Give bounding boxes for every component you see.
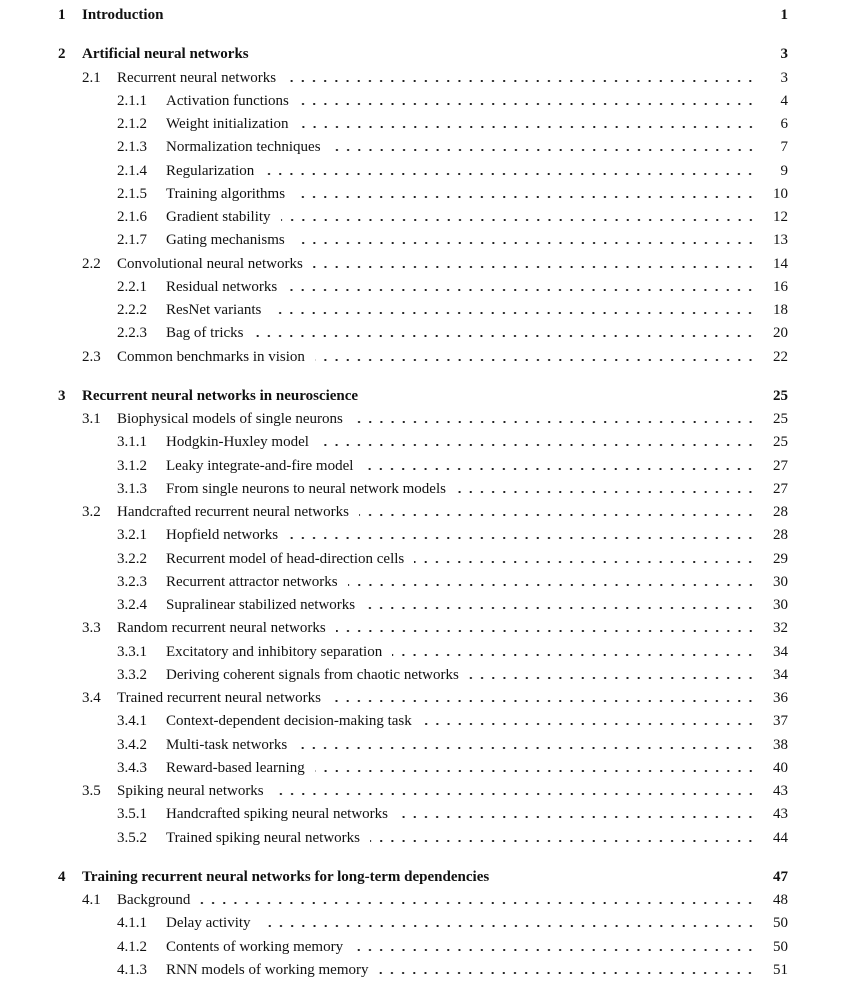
toc-number: 2.1.3 bbox=[117, 139, 147, 156]
toc-dot-leader bbox=[398, 803, 756, 825]
toc-title: Residual networks bbox=[166, 278, 278, 295]
toc-dot-leader bbox=[348, 571, 756, 593]
toc-number: 3.2.4 bbox=[117, 597, 147, 613]
toc-number: 2 bbox=[58, 46, 66, 63]
toc-number: 3.4.2 bbox=[117, 736, 147, 753]
toc-title: Contents of working memory bbox=[166, 938, 344, 955]
toc-number: 4.1.2 bbox=[117, 938, 147, 955]
toc-subsection[interactable] bbox=[0, 710, 868, 732]
toc-title: Training recurrent neural networks for long-term dependencies bbox=[82, 868, 490, 885]
toc-title: Trained spiking neural networks bbox=[166, 829, 361, 846]
toc-subsection[interactable] bbox=[0, 455, 868, 477]
toc-number: 2.2.2 bbox=[117, 302, 147, 318]
toc-subsection[interactable] bbox=[0, 113, 868, 135]
toc-page-number: 43 bbox=[773, 806, 788, 823]
toc-page-number: 34 bbox=[773, 666, 788, 683]
toc-dot-leader bbox=[295, 183, 756, 205]
toc-page-number: 44 bbox=[773, 829, 788, 846]
toc-subsection[interactable] bbox=[0, 959, 868, 981]
toc-dot-leader bbox=[378, 959, 756, 981]
toc-subsection[interactable] bbox=[0, 183, 868, 205]
toc-subsection[interactable] bbox=[0, 912, 868, 934]
toc-chapter[interactable] bbox=[0, 866, 868, 888]
toc-dot-leader bbox=[200, 889, 756, 911]
toc-page-number: 12 bbox=[773, 209, 788, 225]
toc-title: RNN models of working memory bbox=[166, 961, 369, 978]
toc-subsection[interactable] bbox=[0, 594, 868, 616]
toc-number: 3.3.1 bbox=[117, 643, 147, 660]
toc-page-number: 1 bbox=[780, 7, 788, 23]
toc-title: Recurrent attractor networks bbox=[166, 573, 338, 590]
toc-title: Handcrafted spiking neural networks bbox=[166, 806, 389, 823]
toc-title: Convolutional neural networks bbox=[117, 255, 303, 272]
toc-page-number: 13 bbox=[773, 232, 788, 249]
toc-title: Activation functions bbox=[166, 92, 289, 109]
toc-number: 3.5.1 bbox=[117, 806, 147, 823]
toc-number: 4.1.1 bbox=[117, 915, 147, 932]
toc-dot-leader bbox=[353, 936, 756, 958]
toc-title: Hodgkin-Huxley model bbox=[166, 434, 309, 451]
toc-page-number: 37 bbox=[773, 713, 788, 730]
toc-dot-leader bbox=[313, 253, 756, 275]
toc-page-number: 4 bbox=[780, 92, 788, 109]
toc-page-number: 50 bbox=[773, 938, 788, 955]
toc-number: 3.1.3 bbox=[117, 480, 147, 497]
toc-title: Handcrafted recurrent neural networks bbox=[117, 504, 349, 520]
toc-dot-leader bbox=[261, 912, 756, 934]
toc-title: Training algorithms bbox=[166, 185, 286, 202]
toc-subsection[interactable] bbox=[0, 322, 868, 344]
toc-dot-leader bbox=[274, 780, 756, 802]
toc-subsection[interactable] bbox=[0, 478, 868, 500]
toc-dot-leader bbox=[315, 757, 756, 779]
toc-title: Introduction bbox=[82, 7, 164, 23]
toc-title: Normalization techniques bbox=[166, 139, 321, 156]
toc-page-number: 30 bbox=[773, 573, 788, 590]
toc-title: Biophysical models of single neurons bbox=[117, 411, 343, 427]
toc-page-number: 28 bbox=[773, 527, 788, 544]
toc-number: 3.1.1 bbox=[117, 434, 147, 451]
toc-number: 3.1.2 bbox=[117, 457, 147, 474]
toc-title: Hopfield networks bbox=[166, 527, 279, 544]
toc-subsection[interactable] bbox=[0, 276, 868, 298]
toc-dot-leader bbox=[299, 90, 756, 112]
toc-dot-leader bbox=[370, 827, 756, 849]
toc-number: 3.5.2 bbox=[117, 829, 147, 846]
toc-title: Weight initialization bbox=[166, 116, 289, 132]
toc-subsection[interactable] bbox=[0, 548, 868, 570]
toc-page-number: 25 bbox=[773, 411, 788, 427]
toc-title: Gating mechanisms bbox=[166, 232, 285, 249]
toc-dot-leader bbox=[353, 408, 756, 430]
toc-page-number: 27 bbox=[773, 457, 788, 474]
toc-chapter[interactable] bbox=[0, 385, 868, 407]
toc-number: 3.4.1 bbox=[117, 713, 147, 730]
toc-title: From single neurons to neural network models bbox=[166, 480, 446, 497]
toc-number: 2.1.2 bbox=[117, 116, 147, 132]
toc-dot-leader bbox=[287, 276, 756, 298]
toc-subsection[interactable] bbox=[0, 571, 868, 593]
toc-dot-leader bbox=[253, 322, 756, 344]
toc-number: 2.1.6 bbox=[117, 209, 147, 225]
toc-page-number: 30 bbox=[773, 597, 788, 613]
toc-section[interactable] bbox=[0, 889, 868, 911]
toc-page-number: 34 bbox=[773, 643, 788, 660]
toc-subsection[interactable] bbox=[0, 229, 868, 251]
toc-page-number: 7 bbox=[780, 139, 788, 156]
toc-number: 2.2.3 bbox=[117, 325, 147, 342]
toc-page-number: 14 bbox=[773, 255, 788, 272]
toc-subsection[interactable] bbox=[0, 936, 868, 958]
toc-dot-leader bbox=[359, 501, 756, 523]
toc-number: 3.4 bbox=[82, 690, 101, 706]
toc-dot-leader bbox=[319, 431, 756, 453]
toc-page-number: 40 bbox=[773, 759, 788, 776]
toc-title: ResNet variants bbox=[166, 302, 262, 318]
toc-number: 4.1.3 bbox=[117, 961, 147, 978]
toc-dot-leader bbox=[288, 524, 756, 546]
toc-number: 3.3.2 bbox=[117, 666, 147, 683]
toc-page-number: 20 bbox=[773, 325, 788, 342]
toc-title: Leaky integrate-and-fire model bbox=[166, 457, 354, 474]
toc-section[interactable] bbox=[0, 780, 868, 802]
toc-number: 3 bbox=[58, 387, 66, 404]
toc-section[interactable] bbox=[0, 346, 868, 368]
toc-subsection[interactable] bbox=[0, 90, 868, 112]
toc-dot-leader bbox=[336, 617, 756, 639]
toc-dot-leader bbox=[295, 229, 756, 251]
toc-dot-leader bbox=[315, 346, 756, 368]
toc-number: 2.2.1 bbox=[117, 278, 147, 295]
toc-title: Recurrent neural networks in neuroscience bbox=[82, 387, 359, 404]
toc-page-number: 38 bbox=[773, 736, 788, 753]
toc-section[interactable] bbox=[0, 408, 868, 430]
toc-number: 3.3 bbox=[82, 620, 101, 637]
toc-page-number: 3 bbox=[780, 69, 788, 86]
toc-subsection[interactable] bbox=[0, 136, 868, 158]
toc-page-number: 16 bbox=[773, 278, 788, 295]
toc-title: Multi-task networks bbox=[166, 736, 288, 753]
toc-number: 4.1 bbox=[82, 892, 101, 908]
toc-title: Artificial neural networks bbox=[82, 46, 249, 63]
toc-number: 4 bbox=[58, 868, 66, 885]
toc-number: 3.1 bbox=[82, 411, 101, 427]
toc-dot-leader bbox=[422, 710, 756, 732]
toc-dot-leader bbox=[331, 136, 756, 158]
toc-dot-leader bbox=[299, 113, 756, 135]
toc-page-number: 48 bbox=[773, 892, 788, 908]
toc-number: 1 bbox=[58, 7, 66, 23]
toc-title: Delay activity bbox=[166, 915, 251, 932]
toc-number: 3.2.2 bbox=[117, 550, 147, 567]
toc-page-number: 32 bbox=[773, 620, 788, 637]
toc-number: 2.1.5 bbox=[117, 185, 147, 202]
toc-dot-leader bbox=[281, 206, 756, 228]
toc-dot-leader bbox=[414, 548, 756, 570]
toc-subsection[interactable] bbox=[0, 206, 868, 228]
toc-number: 2.2 bbox=[82, 255, 101, 272]
toc-number: 2.1 bbox=[82, 69, 101, 86]
toc-number: 2.3 bbox=[82, 348, 101, 365]
toc-title: Common benchmarks in vision bbox=[117, 348, 305, 365]
toc-page-number: 29 bbox=[773, 550, 788, 567]
toc-subsection[interactable] bbox=[0, 734, 868, 756]
toc-subsection[interactable] bbox=[0, 160, 868, 182]
toc-page-number: 47 bbox=[773, 868, 788, 885]
toc-page-number: 9 bbox=[780, 162, 788, 179]
toc-subsection[interactable] bbox=[0, 803, 868, 825]
toc-title: Reward-based learning bbox=[166, 759, 305, 776]
toc-section[interactable] bbox=[0, 617, 868, 639]
toc-chapter[interactable] bbox=[0, 43, 868, 65]
toc-dot-leader bbox=[271, 299, 756, 321]
toc-title: Recurrent neural networks bbox=[117, 69, 277, 86]
toc-page-number: 22 bbox=[773, 348, 788, 365]
toc-subsection[interactable] bbox=[0, 431, 868, 453]
toc-dot-leader bbox=[331, 687, 756, 709]
toc-number: 3.2.1 bbox=[117, 527, 147, 544]
toc-dot-leader bbox=[469, 664, 756, 686]
toc-title: Supralinear stabilized networks bbox=[166, 597, 356, 613]
toc-dot-leader bbox=[363, 455, 756, 477]
toc-section[interactable] bbox=[0, 67, 868, 89]
toc-title: Context-dependent decision-making task bbox=[166, 713, 412, 730]
toc-number: 3.4.3 bbox=[117, 759, 147, 776]
toc-dot-leader bbox=[392, 641, 756, 663]
toc-page-number: 27 bbox=[773, 480, 788, 497]
toc-page-number: 25 bbox=[773, 434, 788, 451]
toc-page-number: 51 bbox=[773, 961, 788, 978]
toc-section[interactable] bbox=[0, 501, 868, 523]
toc-title: Bag of tricks bbox=[166, 325, 244, 342]
toc-subsection[interactable] bbox=[0, 299, 868, 321]
toc-number: 3.5 bbox=[82, 783, 101, 799]
toc-number: 2.1.4 bbox=[117, 162, 147, 179]
toc-title: Regularization bbox=[166, 162, 255, 179]
toc-dot-leader bbox=[286, 67, 756, 89]
toc-dot-leader bbox=[297, 734, 756, 756]
toc-title: Deriving coherent signals from chaotic networks bbox=[166, 666, 459, 683]
toc-page-number: 18 bbox=[773, 302, 788, 318]
toc-subsection[interactable] bbox=[0, 524, 868, 546]
toc-page-number: 50 bbox=[773, 915, 788, 932]
toc-page-number: 25 bbox=[773, 387, 788, 404]
toc-page-number: 28 bbox=[773, 504, 788, 520]
toc-number: 3.2.3 bbox=[117, 573, 147, 590]
toc-number: 3.2 bbox=[82, 504, 101, 520]
toc-subsection[interactable] bbox=[0, 641, 868, 663]
toc-chapter[interactable] bbox=[0, 4, 868, 26]
toc-page-number: 36 bbox=[773, 690, 788, 706]
toc-section[interactable] bbox=[0, 253, 868, 275]
toc-title: Spiking neural networks bbox=[117, 783, 264, 799]
toc-number: 2.1.7 bbox=[117, 232, 147, 249]
toc-title: Random recurrent neural networks bbox=[117, 620, 326, 637]
toc-page-number: 10 bbox=[773, 185, 788, 202]
toc-title: Gradient stability bbox=[166, 209, 271, 225]
toc-dot-leader bbox=[264, 160, 756, 182]
toc-page-number: 3 bbox=[780, 46, 788, 63]
toc-subsection[interactable] bbox=[0, 757, 868, 779]
toc-number: 2.1.1 bbox=[117, 92, 147, 109]
toc-title: Excitatory and inhibitory separation bbox=[166, 643, 383, 660]
toc-title: Recurrent model of head-direction cells bbox=[166, 550, 405, 567]
toc-dot-leader bbox=[456, 478, 756, 500]
toc-section[interactable] bbox=[0, 687, 868, 709]
toc-title: Trained recurrent neural networks bbox=[117, 690, 321, 706]
toc-title: Background bbox=[117, 892, 191, 908]
toc-subsection[interactable] bbox=[0, 664, 868, 686]
toc-page-number: 43 bbox=[773, 783, 788, 799]
toc-subsection[interactable] bbox=[0, 827, 868, 849]
toc-page-number: 6 bbox=[780, 116, 788, 132]
toc-dot-leader bbox=[365, 594, 756, 616]
